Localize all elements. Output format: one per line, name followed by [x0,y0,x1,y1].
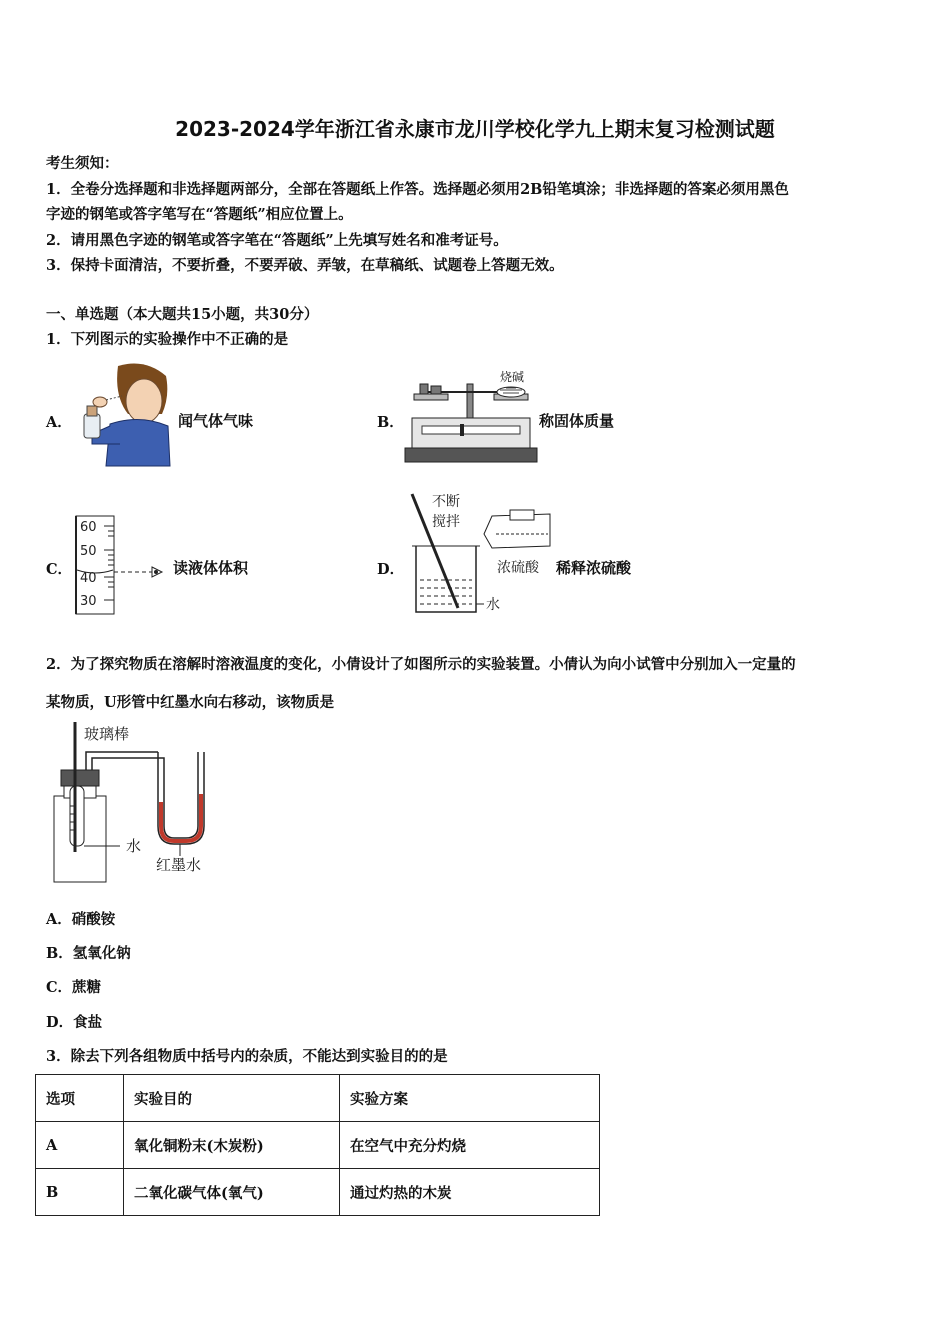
q3-table [35,1074,600,1216]
page-title: 2023-2024学年浙江省永康市龙川学校化学九上期末复习检测试题 [175,117,775,141]
q2-stem-line-2: 某物质，U形管中红墨水向右移动，该物质是 [46,694,335,711]
red-ink-label: 红墨水 [156,856,202,874]
q1-option-c-caption: 读液体体积 [173,559,249,577]
q1-option-c-letter: C． [46,561,73,578]
tick-label-30: 30 [80,594,97,609]
header-cell-purpose: 实验目的 [124,1075,340,1122]
q1-stem: 1．下列图示的实验操作中不正确的是 [46,331,289,348]
q1-option-b-caption: 称固体质量 [539,412,615,430]
tick-label-60: 60 [80,520,97,535]
q1-option-a-letter: A． [46,414,72,431]
q2-stem-line-1: 2．为了探究物质在溶解时溶液温度的变化，小倩设计了如图所示的实验装置。小倩认为向小试管中分别加入一定量的 [46,656,796,673]
table-row [36,1169,600,1216]
dilution-illustration [400,488,556,616]
water-label: 水 [486,597,500,613]
table-header-row [36,1075,600,1122]
q3-stem: 3．除去下列各组物质中括号内的杂质，不能达到实验目的的是 [46,1048,448,1065]
q2-option-c: C．蔗糖 [46,979,102,996]
q1-option-a-caption: 闻气体气味 [178,412,254,430]
tick-label-40: 40 [80,571,97,586]
notes-line-3: 3．保持卡面清洁，不要折叠，不要弄破、弄皱，在草稿纸、试题卷上答题无效。 [46,257,564,274]
stir-label-1: 不断 [432,494,460,510]
table-cell: 二氧化碳气体(氧气) [124,1169,340,1216]
q1-option-d-letter: D． [377,561,405,578]
q1-option-b-letter: B． [377,414,404,431]
stir-label-2: 搅拌 [432,514,460,530]
u-tube-apparatus-illustration [48,722,218,886]
q2-option-a: A．硝酸铵 [46,911,116,928]
header-cell-method: 实验方案 [340,1075,600,1122]
notes-line-1b: 字迹的钢笔或答字笔写在“答题纸”相应位置上。 [46,206,353,223]
table-cell: B [36,1169,124,1216]
balance-illustration [400,370,542,466]
section-heading: 一、单选题（本大题共15小题，共30分） [46,306,319,323]
smelling-gas-illustration [70,356,175,468]
table-row [36,1122,600,1169]
table-cell: 氧化铜粉末(木炭粉) [124,1122,340,1169]
notes-heading: 考生须知： [46,155,119,172]
q2-option-b: B．氢氧化钠 [46,945,131,962]
glass-rod-label: 玻璃棒 [84,725,130,743]
acid-label: 浓硫酸 [497,560,539,576]
table-cell: 在空气中充分灼烧 [340,1122,600,1169]
tick-label-50: 50 [80,544,97,559]
table-cell: 通过灼热的木炭 [340,1169,600,1216]
table-cell: A [36,1122,124,1169]
notes-line-2: 2．请用黑色字迹的钢笔或答字笔在“答题纸”上先填写姓名和准考证号。 [46,232,508,249]
notes-line-1a: 1．全卷分选择题和非选择题两部分，全部在答题纸上作答。选择题必须用2B铅笔填涂；非选择题的答案必须用黑色 [46,181,789,198]
q2-option-d: D．食盐 [46,1014,103,1031]
header-cell-option: 选项 [36,1075,124,1122]
water-label: 水 [126,837,142,855]
graduated-cylinder-illustration [66,512,172,616]
balance-label: 烧碱 [500,370,525,384]
q1-option-d-caption: 稀释浓硫酸 [556,559,632,577]
